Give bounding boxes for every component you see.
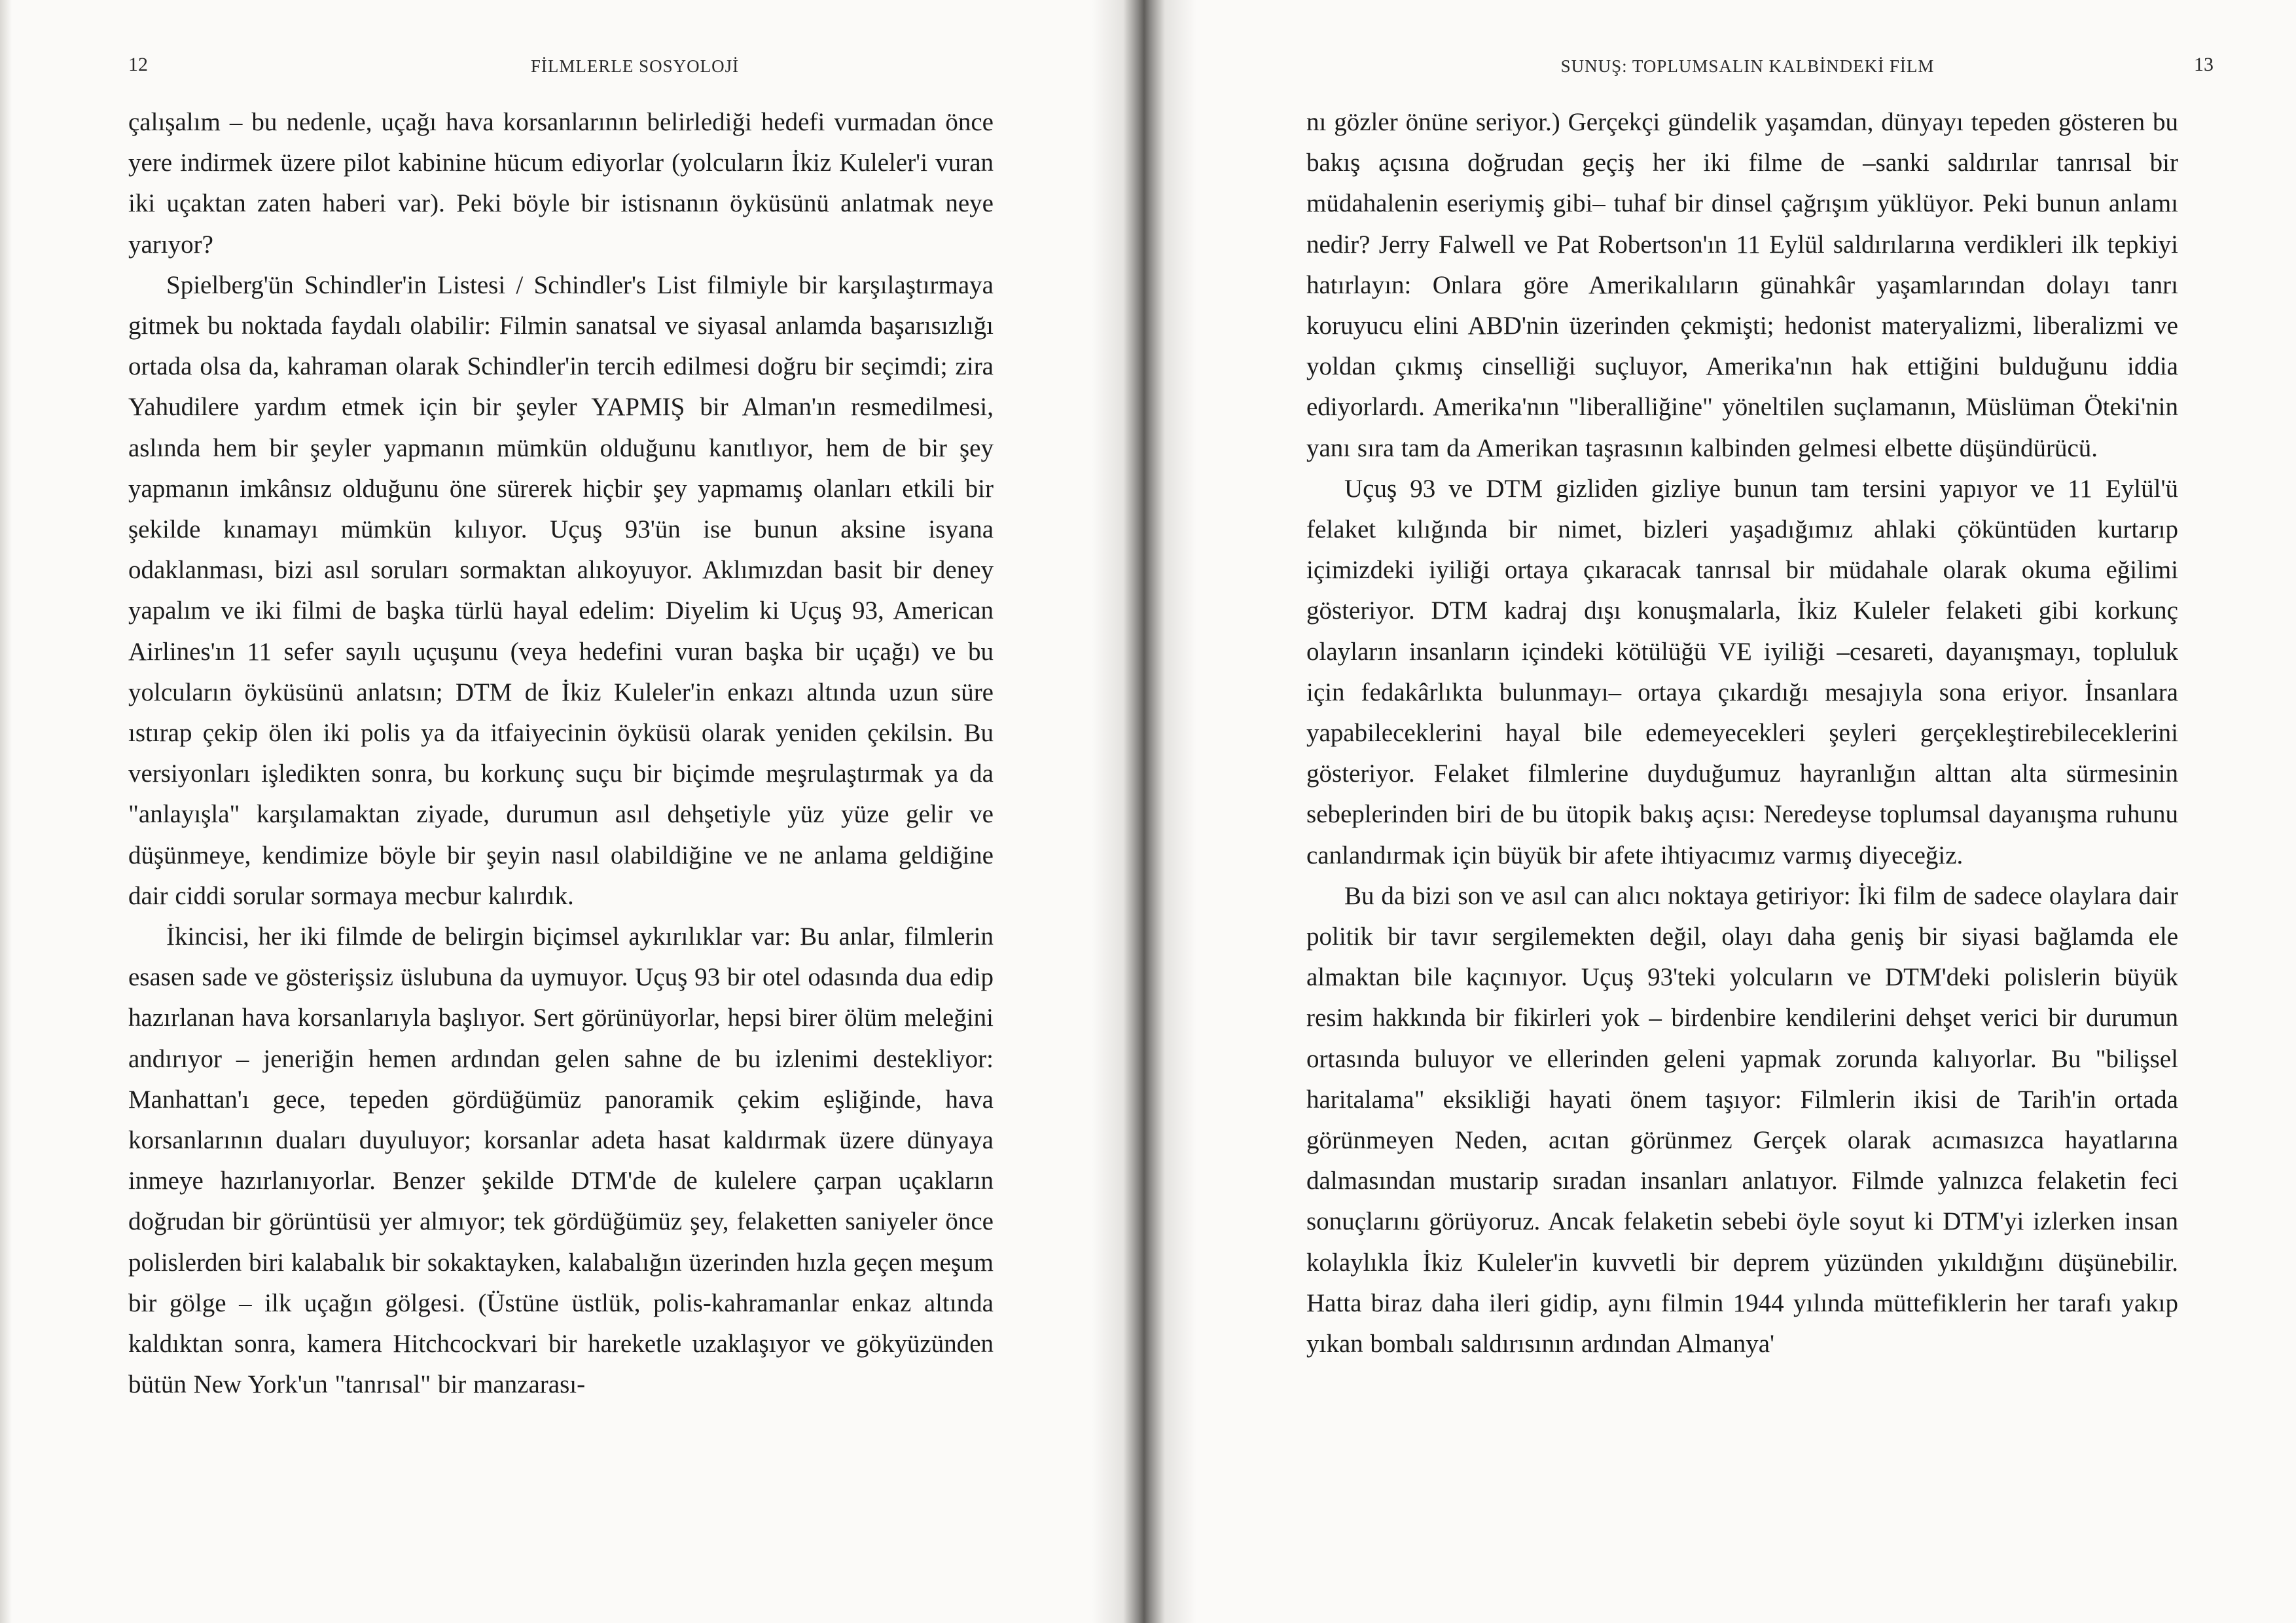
paragraph: Spielberg'ün Schindler'in Listesi / Schindler's List filmiyle bir karşılaştırmaya gitmek bu noktada faydalı olabilir: Filmin sanatsal ve siyasal anlamda başarısızlığı ortada olsa da, kahraman olarak Schindler'in tercih edilmesi doğru bir seçimdi; zira Yahudilere yardım etmek için bir şeyler YAPMIŞ bir Alman'ın resmedilmesi, aslında hem bir şeyler yapmanın mümkün olduğunu kanıtlıyor, hem de bir şey yapmanın imkânsız olduğunu öne sürerek hiçbir şey yapmamış olanları etkili bir şekilde kınamayı mümkün kılıyor. Uçuş 93'ün ise bunun aksine isyana odaklanması, bizi asıl soruları sormaktan alıkoyuyor. Aklımızdan basit bir deney yapalım ve iki filmi de başka türlü hayal edelim: Diyelim ki Uçuş 93, American Airlines'ın 11 sefer sayılı uçuşunu (veya hedefini vuran başka bir uçağı) ve bu yolcuların öyküsünü anlatsın; DTM de İkiz Kuleler'in enkazı altında uzun süre ıstırap çekip ölen iki polis ya da itfaiyecinin öyküsü olarak yeniden çekilsin. Bu versiyonları işledikten sonra, bu korkunç suçu bir biçimde meşrulaştırmak ya da "anlayışla" karşılamaktan ziyade, durumun asıl dehşetiyle yüz yüze gelir ve düşünmeye, kendimize böyle bir şeyin nasıl olabildiğine ve ne anlama geldiğine dair ciddi sorular sormaya mecbur kalırdık.: [128, 270, 994, 910]
left-page-body: [128, 102, 994, 1406]
paragraph: İkincisi, her iki filmde de belirgin biçimsel aykırılıklar var: Bu anlar, filmlerin esasen sade ve gösterişsiz üslubuna da uymuyor. Uçuş 93 bir otel odasında dua edip hazırlanan hava korsanlarıyla başlıyor. Sert görünüyorlar, hepsi birer ölüm meleğini andırıyor – jeneriğin hemen ardından gelen sahne de bu izlenimi destekliyor: Manhattan'ı gece, tepeden gördüğümüz panoramik çekim eşliğinde, hava korsanlarının duaları duyuluyor; korsanlar adeta hasat kaldırmak üzere dünyaya inmeye hazırlanıyorlar. Benzer şekilde DTM'de de kulelere çarpan uçakların doğrudan bir görüntüsü yer almıyor; tek gördüğümüz şey, felaketten saniyeler önce polislerden biri kalabalık bir sokaktayken, kalabalığın üzerinden hızla geçen meşum bir gölge – ilk uçağın gölgesi. (Üstüne üstlük, polis-kahramanlar enkaz altında kaldıktan sonra, kamera Hitchcockvari bir hareketle uzaklaşıyor ve gökyüzünden bütün New York'un "tanrısal" bir manzarası-: [128, 922, 994, 1399]
left-running-head: FİLMLERLE SOSYOLOJİ: [530, 56, 740, 76]
paragraph: Uçuş 93 ve DTM gizliden gizliye bunun tam tersini yapıyor ve 11 Eylül'ü felaket kılığında bir nimet, bizleri yaşadığımız ahlaki çöküntüden kurtarıp içimizdeki iyiliği ortaya çıkaracak tanrısal bir müdahale olarak okuma eğilimi gösteriyor. DTM kadraj dışı konuşmalarla, İkiz Kuleler felaketi gibi korkunç olayların insanların içindeki kötülüğü VE iyiliği –cesareti, dayanışmayı, topluluk için fedakârlıkta bulunmayı– ortaya çıkardığı mesajıyla sona eriyor. İnsanlara yapabileceklerini hayal bile edemeyecekleri şeyleri gerçekleştirebileceklerini gösteriyor. Felaket filmlerine duyduğumuz hayranlığın alttan alta sürmesinin sebeplerinden biri de bu ütopik bakış açısı: Neredeyse toplumsal dayanışma ruhunu canlandırmak için büyük bir afete ihtiyacımız varmış diyeceğiz.: [1306, 474, 2178, 869]
left-page-number: 12: [128, 54, 148, 75]
left-page: [0, 0, 1113, 1623]
paragraph: Bu da bizi son ve asıl can alıcı noktaya getiriyor: İki film de sadece olaylara dair politik bir tavır sergilemekten değil, olayı daha geniş bir siyasi bağlamda ele almaktan bile kaçınıyor. Uçuş 93'teki yolcuların ve DTM'deki polislerin büyük resim hakkında bir fikirleri yok – birdenbire kendilerini dehşet verici bir durumun ortasında buluyor ve ellerinden geleni yapmak zorunda kalıyorlar. Bu "bilişsel haritalama" eksikliği hayati önem taşıyor: Filmlerin ikisi de Tarih'in ortada görünmeyen Neden, acıtan görünmez Gerçek olarak acımasızca hayatlarına dalmasından mustarip sıradan insanları anlatıyor. Filmde yalnızca felaketin feci sonuçlarını görüyoruz. Ancak felaketin sebebi öyle soyut ki DTM'yi izlerken insan kolaylıkla İkiz Kuleler'in kuvvetli bir deprem yüzünden yıkıldığını düşünebilir. Hatta biraz daha ileri gidip, aynı filmin 1944 yılında müttefiklerin her tarafı yakıp yıkan bombalı saldırısının ardından Almanya': [1306, 881, 2178, 1359]
paragraph: nı gözler önüne seriyor.) Gerçekçi gündelik yaşamdan, dünyayı tepeden gösteren bu bakış açısına doğrudan geçiş her iki filme de –sanki saldırılar tanrısal bir müdahalenin eseriymiş gibi– tuhaf bir dinsel çağrışım yüklüyor. Peki bunun anlamı nedir? Jerry Falwell ve Pat Robertson'ın 11 Eylül saldırılarına verdikleri ilk tepkiyi hatırlayın: Onlara göre Amerikalıların günahkâr yaşamlarından dolayı tanrı koruyucu elini ABD'nin üzerinden çekmişti; hedonist materyalizmi, liberalizmi ve yoldan çıkmış cinselliği suçluyor, Amerika'nın hak ettiğini bulduğunu iddia ediyorlardı. Amerika'nın "liberalliğine" yöneltilen suçlamanın, Müslüman Öteki'nin yanı sıra tam da Amerikan taşrasının kalbinden gelmesi elbette düşündürücü.: [1306, 108, 2178, 462]
right-page-number: 13: [2194, 54, 2214, 75]
right-running-head: SUNUŞ: TOPLUMSALIN KALBİNDEKİ FİLM: [1560, 56, 1935, 76]
right-page-body: [1306, 102, 2178, 1364]
right-page: [1178, 0, 2296, 1623]
paragraph: çalışalım – bu nedenle, uçağı hava korsanlarının belirlediği hedefi vurmadan önce yere indirmek üzere pilot kabinine hücum ediyorlar (yolcuların İkiz Kuleler'i vuran iki uçaktan zaten haberi var). Peki böyle bir istisnanın öyküsünü anlatmak neye yarıyor?: [128, 108, 994, 259]
